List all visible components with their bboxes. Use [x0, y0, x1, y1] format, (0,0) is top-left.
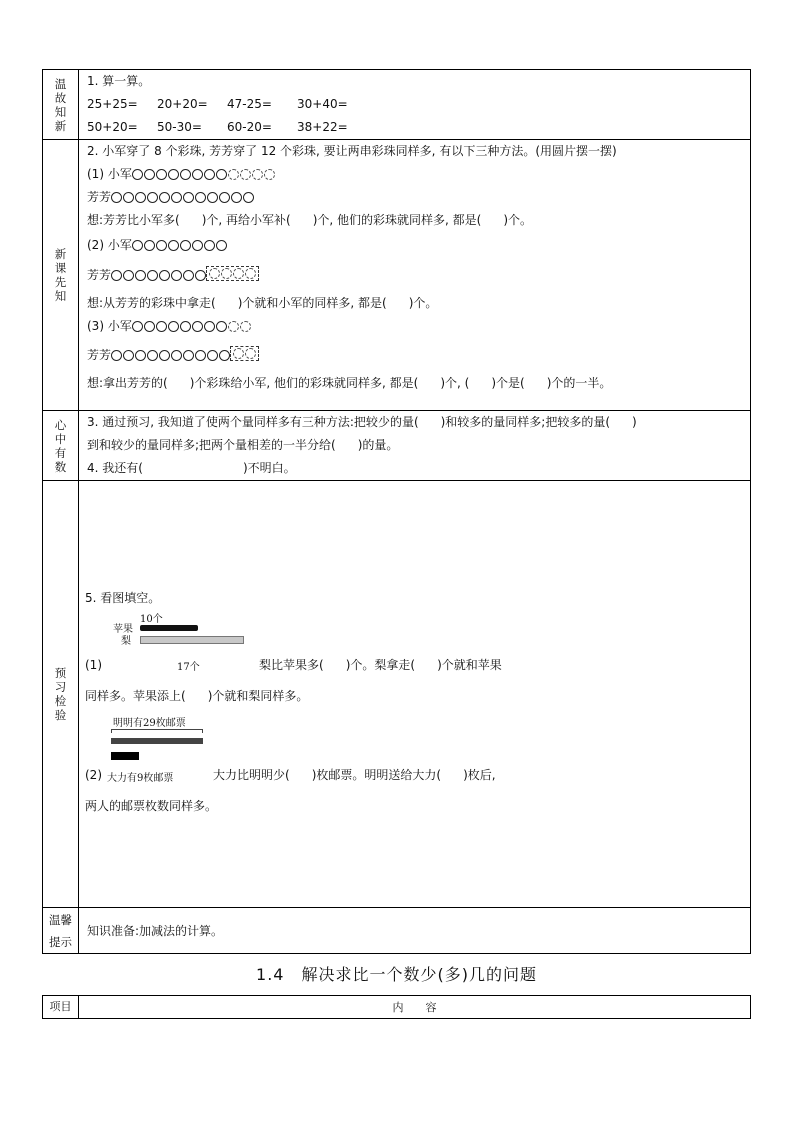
dali-label: 大力有9枚邮票: [107, 773, 174, 784]
stamp-diagram: [85, 714, 745, 764]
beads-solid-8: [132, 240, 227, 251]
equations-row-1: [87, 93, 750, 116]
beads-solid-12: [111, 192, 254, 203]
text: 4. 我还有(: [87, 461, 143, 475]
equation: 25+25=: [87, 97, 138, 111]
label-text: 温馨: [49, 912, 72, 927]
row-new-lesson: [43, 140, 751, 411]
text: 想:芳芳比小军多(: [87, 213, 180, 227]
label-char: 中: [54, 431, 67, 446]
beads-solid-8-dashed-2: [132, 321, 251, 332]
header-row: [43, 996, 751, 1019]
beads-solid-8: [111, 270, 206, 281]
m2-fangfang-label: 芳芳: [87, 268, 112, 282]
text: 3. 通过预习, 我知道了使两个量同样多有三种方法:把较少的量(: [87, 415, 419, 429]
label-char: 习: [54, 680, 67, 694]
m1-xiaojun-row: [87, 163, 750, 186]
p1-text: [259, 654, 502, 677]
text: ): [632, 415, 637, 429]
pear-label: 梨: [121, 636, 131, 647]
m2-think: [87, 292, 750, 315]
text: )个就和苹果: [437, 658, 502, 672]
section-title: 1.4 解决求比一个数少(多)几的问题: [256, 965, 537, 984]
dashed-box-2-beads: [230, 346, 259, 361]
text: )枚邮票。明明送给大力(: [311, 768, 442, 782]
row-check: [43, 481, 751, 908]
m3-fangfang-row: [87, 338, 750, 372]
equation: 20+20=: [157, 97, 208, 111]
equation: 38+22=: [297, 120, 348, 134]
p1-number: (1): [85, 658, 102, 672]
equations-row-2: [87, 116, 750, 139]
text: 同样多。苹果添上(: [85, 689, 186, 703]
p2-line-1: [85, 764, 745, 787]
header-col-content: 内 容: [79, 996, 751, 1019]
p1-line-1: [85, 654, 745, 677]
beads-solid-8: [132, 169, 275, 180]
text: )不明白。: [242, 461, 296, 475]
text: 想:从芳芳的彩珠中拿走(: [87, 296, 216, 310]
label-char: 新: [54, 247, 67, 261]
q1-title: 1. 算一算。: [87, 74, 151, 88]
q5: [85, 587, 745, 818]
p2-number: (2): [85, 768, 102, 782]
label-char: 知: [54, 289, 67, 303]
dashed-box-4-beads: [206, 266, 259, 281]
header-col-item: 项目: [43, 996, 79, 1019]
text: 梨比苹果多(: [259, 658, 324, 672]
row-label-new-lesson: [43, 140, 79, 411]
lesson-table: [42, 69, 751, 954]
text: )个彩珠给小军, 他们的彩珠就同样多, 都是(: [189, 376, 419, 390]
m1-fangfang-row: [87, 186, 750, 209]
m1-fangfang-label: 芳芳: [87, 190, 112, 204]
m3-xiaojun-label: (3) 小军: [87, 319, 132, 333]
text: )个。: [503, 213, 533, 227]
m2-xiaojun-label: (2) 小军: [87, 238, 132, 252]
equation: 50+20=: [87, 120, 138, 134]
text: )枚后,: [463, 768, 496, 782]
next-section-table: [42, 995, 751, 1019]
label-char: 数: [54, 459, 67, 474]
label-char: 检: [54, 694, 67, 708]
label-char: 课: [54, 261, 67, 275]
beads-solid-10: [111, 350, 230, 361]
brace-top: [111, 729, 203, 733]
label-char: 知: [54, 104, 67, 119]
mingming-label: 明明有29枚邮票: [113, 718, 186, 729]
row-review: [43, 70, 751, 140]
q3-line-1: [87, 411, 750, 434]
apple-count-label: 10个: [140, 614, 163, 625]
text: 大力比明明少(: [213, 768, 290, 782]
text: )个。: [408, 296, 438, 310]
m3-xiaojun-row: [87, 315, 750, 338]
row-tips: [43, 908, 751, 954]
apple-label: 苹果: [113, 624, 133, 635]
m3-think: [87, 372, 750, 395]
check-content: [79, 481, 751, 908]
tips-text: 知识准备:加减法的计算。: [87, 924, 224, 938]
m1-think: [87, 209, 750, 232]
q3-line-2: [87, 434, 750, 457]
row-label-check: [43, 481, 79, 908]
text: )个, (: [440, 376, 470, 390]
label-text: 提示: [49, 934, 72, 949]
review-content: [79, 70, 751, 140]
label-char: 验: [54, 708, 67, 722]
text: )个是(: [491, 376, 525, 390]
q5-title: 5. 看图填空。: [85, 591, 161, 605]
text: 想:拿出芳芳的(: [87, 376, 168, 390]
row-label-reflection: [43, 411, 79, 481]
text: )个。梨拿走(: [345, 658, 416, 672]
apple-pear-diagram: [85, 610, 745, 654]
label-char: 故: [54, 90, 67, 105]
p2-text: [213, 764, 496, 787]
pear-count-label: 17个: [177, 662, 200, 673]
mingming-bar: [111, 738, 203, 744]
equation: 30+40=: [297, 97, 348, 111]
reflection-content: [79, 411, 751, 481]
m2-xiaojun-row: [87, 232, 750, 258]
p2-line-2: 两人的邮票枚数同样多。: [85, 799, 218, 813]
equation: 47-25=: [227, 97, 272, 111]
p1-line-2: [85, 685, 745, 708]
equation: 60-20=: [227, 120, 272, 134]
apple-bar: [140, 625, 198, 631]
m2-fangfang-row: [87, 258, 750, 292]
pear-bar: [140, 636, 244, 644]
text: 到和较少的量同样多;把两个量相差的一半分给(: [87, 438, 336, 452]
tips-content: [79, 908, 751, 954]
text: )个, 他们的彩珠就同样多, 都是(: [312, 213, 482, 227]
label-char: 新: [54, 118, 67, 133]
q4: [87, 457, 750, 480]
text: )的量。: [357, 438, 399, 452]
text: )个的一半。: [546, 376, 612, 390]
row-label-tips: [43, 908, 79, 954]
label-char: 心: [54, 417, 67, 432]
label-char: 预: [54, 666, 67, 680]
dali-bar: [111, 752, 139, 760]
text: )个, 再给小军补(: [201, 213, 291, 227]
m3-fangfang-label: 芳芳: [87, 348, 112, 362]
text: )和较多的量同样多;把较多的量(: [440, 415, 611, 429]
row-reflection: [43, 411, 751, 481]
text: )个就和小军的同样多, 都是(: [237, 296, 387, 310]
label-char: 温: [54, 76, 67, 91]
label-char: 有: [54, 445, 67, 460]
text: )个就和梨同样多。: [207, 689, 309, 703]
equation: 50-30=: [157, 120, 202, 134]
new-lesson-content: [79, 140, 751, 411]
label-char: 先: [54, 275, 67, 289]
m1-xiaojun-label: (1) 小军: [87, 167, 132, 181]
row-label-review: [43, 70, 79, 140]
q2-title: 2. 小军穿了 8 个彩珠, 芳芳穿了 12 个彩珠, 要让两串彩珠同样多, 有以下三种方法。(用圆片摆一摆): [87, 144, 617, 158]
